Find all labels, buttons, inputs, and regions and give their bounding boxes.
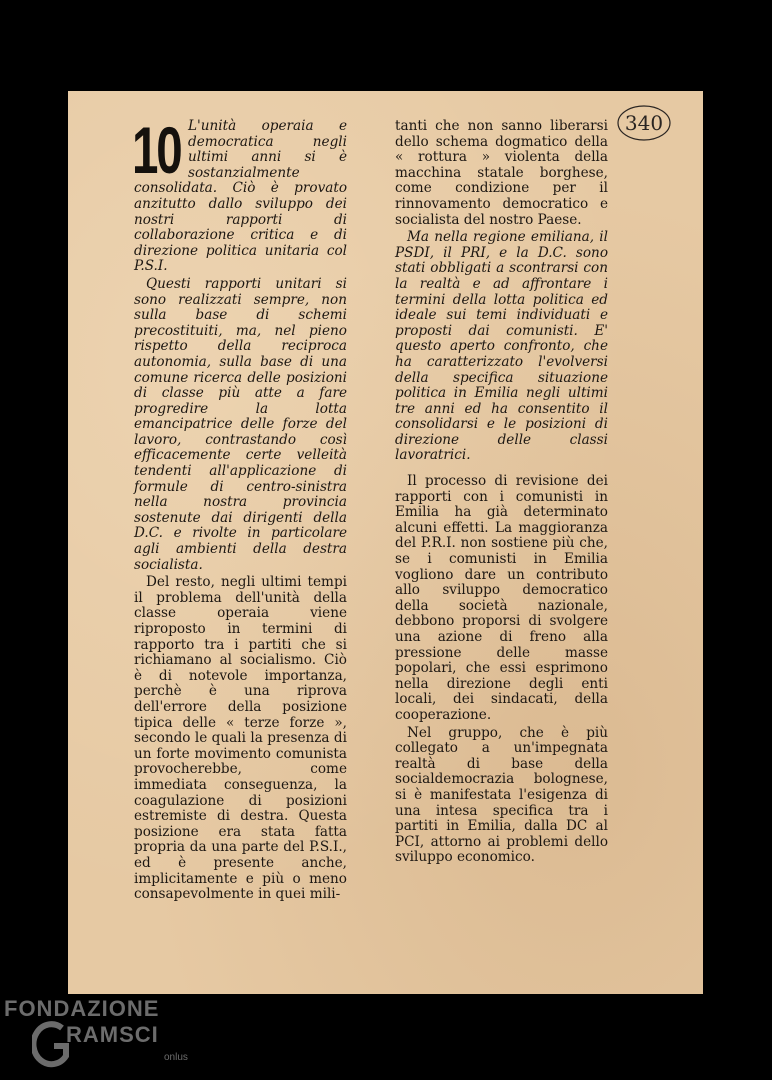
- watermark-logo: [4, 996, 224, 1076]
- paragraph: tanti che non sanno liberarsi dello schema dogmatico della « rottura » violenta della macchina statale borghese, come condizione per il rinnovamento democratico e socialista del nostro Paese.: [395, 118, 608, 228]
- document-page: [68, 91, 703, 994]
- section-number: 10: [132, 113, 181, 187]
- paragraph: Questi rapporti unitari si sono realizzati sempre, non sulla base di schemi precostituiti, ma, nel pieno rispetto della reciproca autonomia, sulla base di una comune ricerca delle posizioni di classe più atte a fare progredire la lotta emancipatrice delle forze del lavoro, contrastando così efficacemente certe velleità tendenti all'applicazione di formule di centro-sinistra nella nostra provincia sostenute dai dirigenti della D.C. e rivolte in particolare agli ambienti della destra socialista.: [134, 275, 347, 573]
- archive-stamp: [616, 103, 672, 143]
- text-column-left: [132, 113, 347, 903]
- watermark-suffix: onlus: [164, 1052, 188, 1063]
- watermark-line2: RAMSCI: [66, 1022, 159, 1047]
- paragraph: L'unità operaia e democratica negli ultimi anni si è sostanzialmente consolidata. Ciò è provato anzitutto dallo sviluppo dei nostri rapporti di collaborazione critica e di direzione politica unitaria col P.S.I.: [134, 118, 347, 275]
- paragraph: Nel gruppo, che è più collegato a un'impegnata realtà di base della socialdemocrazia bolognese, si è manifestata l'esigenza di una intesa specifica tra i partiti in Emilia, dalla DC al PCI, attorno ai problemi dello sviluppo economico.: [395, 724, 608, 866]
- paragraph: Del resto, negli ultimi tempi il problema dell'unità della classe operaia viene riproposto in termini di rapporto tra i partiti che si richiamano al socialismo. Ciò è di notevole importanza, perchè è una riprova dell'errore della posizione tipica delle « terze forze », secondo le quali la presenza di un forte movimento comunista provocherebbe, come immediata conseguenza, la coagulazione di posizioni estremiste di destra. Questa posizione era stata fatta propria da una parte del P.S.I., ed è presente anche, implicitamente e più o meno consapevolmente in quei mili-: [134, 574, 347, 903]
- paragraph: Ma nella regione emiliana, il PSDI, il PRI, e la D.C. sono stati obbligati a scontrarsi con la realtà e ad affrontare i termini della lotta politica ed ideale sui temi individuati e proposti dai comunisti. E' questo aperto confronto, che ha caratterizzato l'evolversi della specifica situazione politica in Emilia negli ultimi tre anni ed ha consentito il consolidarsi e le posizioni di direzione delle classi lavoratrici.: [395, 229, 608, 464]
- text-column-right: [395, 119, 608, 866]
- stamp-number: 340: [624, 111, 664, 135]
- stamp-circle-icon: [616, 103, 672, 143]
- watermark-line1: FONDAZIONE: [4, 996, 160, 1021]
- paragraph: Il processo di revisione dei rapporti con i comunisti in Emilia ha già determinato alcuni effetti. La maggioranza del P.R.I. non sostiene più che, se i comunisti in Emilia vogliono dare un contributo allo sviluppo democratico della società nazionale, debbono proporsi di svolgere una azione di freno alla pressione delle masse popolari, che essi esprimono nella direzione degli enti locali, dei sindacati, della cooperazione.: [395, 473, 608, 723]
